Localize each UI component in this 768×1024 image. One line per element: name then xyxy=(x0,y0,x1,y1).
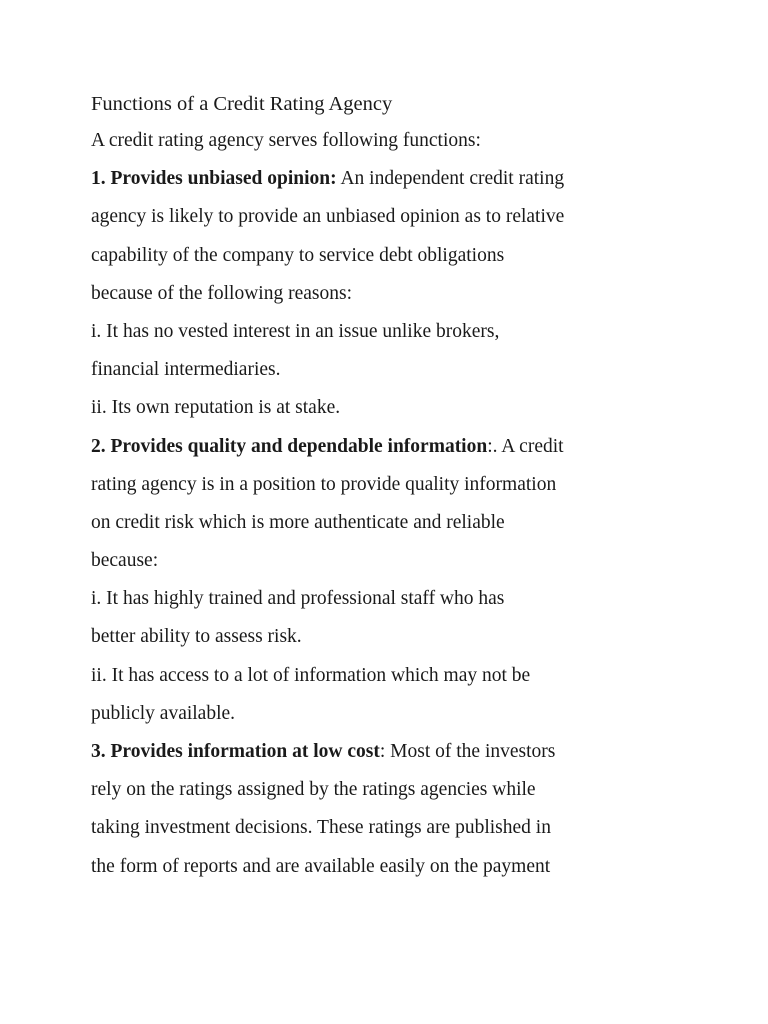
section-3-line: the form of reports and are available easily on the payment xyxy=(91,855,551,877)
section-1-heading: 1. Provides unbiased opinion: xyxy=(91,168,337,190)
section-2-line: on credit risk which is more authenticate and reliable xyxy=(91,511,505,533)
section-1-reason-2: ii. Its own reputation is at stake. xyxy=(91,397,341,419)
document-title: Functions of a Credit Rating Agency xyxy=(91,93,393,115)
section-2-reason-1-cont: better ability to assess risk. xyxy=(91,626,302,648)
section-2-reason-2-cont: publicly available. xyxy=(91,702,236,724)
section-2-line: because: xyxy=(91,550,159,572)
section-3-lead: : Most of the investors xyxy=(379,741,556,762)
section-1-line: agency is likely to provide an unbiased opinion as to relative xyxy=(91,206,565,228)
section-3-line: rely on the ratings assigned by the ratings agencies while xyxy=(91,779,536,801)
section-2-reason-1: i. It has highly trained and professional staff who has xyxy=(91,588,505,610)
section-2-first-line xyxy=(91,428,751,466)
intro-line: A credit rating agency serves following functions: xyxy=(91,130,481,151)
section-2-line: rating agency is in a position to provide quality information xyxy=(91,473,557,495)
section-2-lead: :. A credit xyxy=(487,435,564,457)
section-2-reason-2: ii. It has access to a lot of information which may not be xyxy=(91,664,531,686)
section-1-line: capability of the company to service debt obligations xyxy=(91,244,505,266)
section-3-line: taking investment decisions. These ratings are published in xyxy=(91,817,551,839)
section-1-reason-1: i. It has no vested interest in an issue unlike brokers, xyxy=(91,320,500,342)
section-3-heading: 3. Provides information at low cost xyxy=(91,741,380,762)
document-body xyxy=(91,86,751,886)
section-3-first-line xyxy=(91,733,751,771)
section-1-first-line xyxy=(91,160,751,198)
section-1-reason-1-cont: financial intermediaries. xyxy=(91,359,281,381)
section-2-heading: 2. Provides quality and dependable information xyxy=(91,435,488,457)
section-1-lead: An independent credit rating xyxy=(336,168,565,190)
section-1-line: because of the following reasons: xyxy=(91,282,353,304)
